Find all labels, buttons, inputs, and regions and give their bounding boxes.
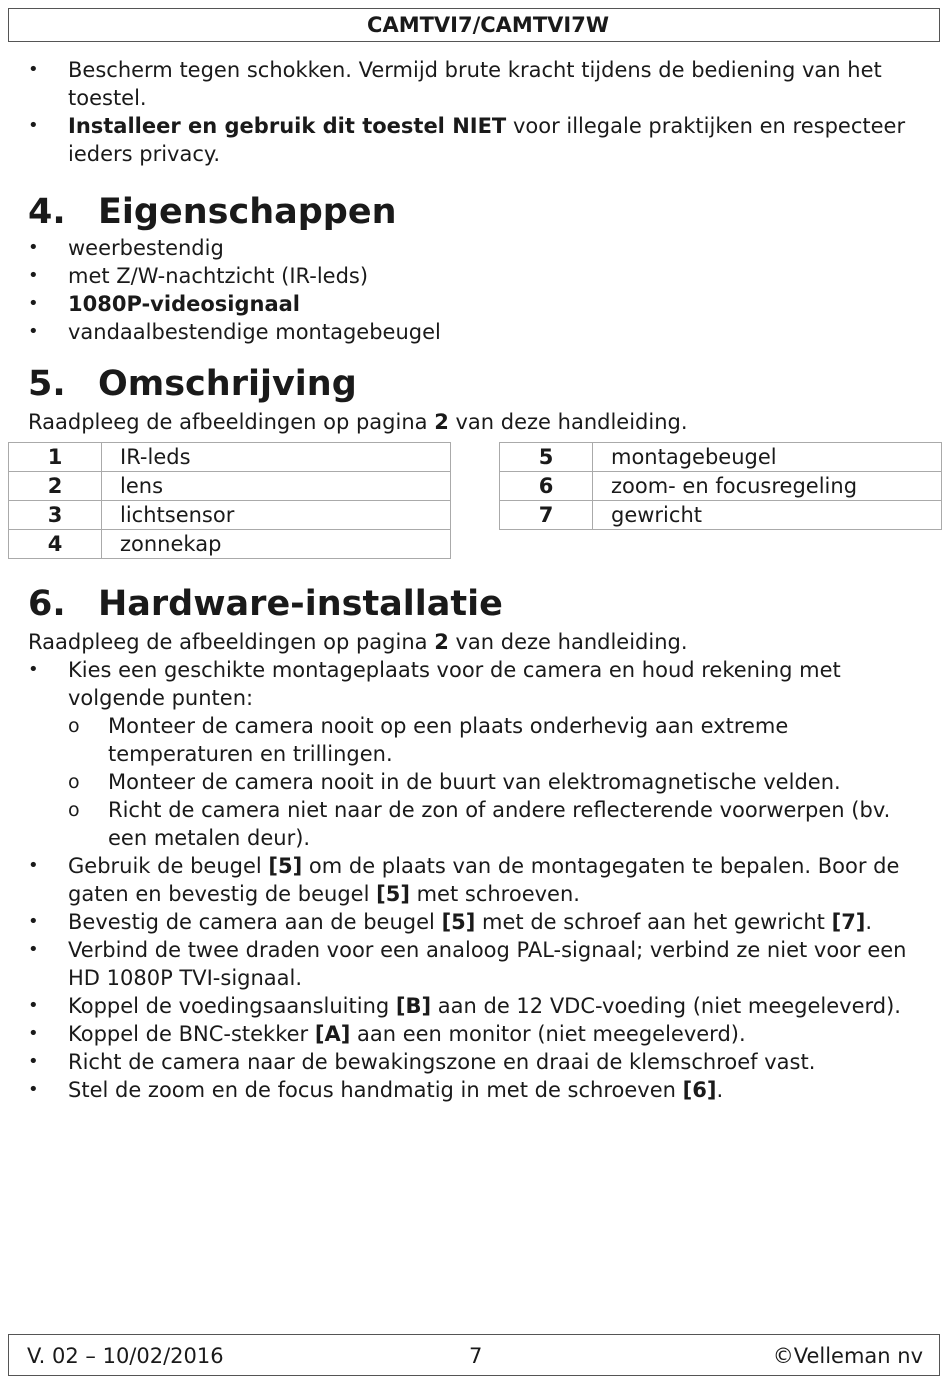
list-item: • Bescherm tegen schokken. Vermijd brute kracht tijdens de bediening van het toestel. (28, 56, 928, 112)
document-title: CAMTVI7/CAMTVI7W (367, 13, 609, 37)
list-item: • Bevestig de camera aan de beugel [5] met de schroef aan het gewricht [7]. (28, 908, 928, 936)
table-row: 5 montagebeugel (500, 443, 942, 472)
table-row: 2 lens (9, 472, 451, 501)
intro-list (28, 56, 928, 168)
list-item: • Koppel de BNC-stekker [A] aan een monitor (niet meegeleverd). (28, 1020, 928, 1048)
reference-note: Raadpleeg de afbeeldingen op pagina 2 van deze handleiding. (28, 630, 688, 654)
section-heading-installation: 6. Hardware-installatie (28, 584, 503, 624)
list-item: • 1080P-videosignaal (28, 290, 928, 318)
table-row: 4 zonnekap (9, 530, 451, 559)
list-item: • met Z/W-nachtzicht (IR-leds) (28, 262, 928, 290)
sub-list-item: o Monteer de camera nooit in de buurt van elektromagnetische velden. (68, 768, 928, 796)
sub-list-item: o Monteer de camera nooit op een plaats onderhevig aan extreme temperaturen en trillingen. (68, 712, 928, 768)
table-row: 1 IR-leds (9, 443, 451, 472)
list-item: • Installeer en gebruik dit toestel NIET voor illegale praktijken en respecteer ieders privacy. (28, 112, 928, 168)
sub-list (68, 712, 928, 852)
list-item: • Stel de zoom en de focus handmatig in met de schroeven [6]. (28, 1076, 928, 1104)
list-item: • Koppel de voedingsaansluiting [B] aan de 12 VDC-voeding (niet meegeleverd). (28, 992, 928, 1020)
page-header (8, 8, 940, 42)
list-item: • weerbestendig (28, 234, 928, 262)
list-item: • Verbind de twee draden voor een analoog PAL-signaal; verbind ze niet voor een HD 1080P TVI-signaal. (28, 936, 928, 992)
installation-steps (28, 656, 928, 1104)
parts-legend (28, 442, 928, 564)
table-row: 6 zoom- en focusregeling (500, 472, 942, 501)
version-date: V. 02 – 10/02/2016 (27, 1344, 224, 1368)
page-footer (8, 1334, 940, 1376)
table-row: 3 lichtsensor (9, 501, 451, 530)
section-heading-features: 4. Eigenschappen (28, 192, 397, 232)
section-heading-description: 5. Omschrijving (28, 364, 357, 404)
list-item: • Richt de camera naar de bewakingszone en draai de klemschroef vast. (28, 1048, 928, 1076)
sub-list-item: o Richt de camera niet naar de zon of andere reflecterende voorwerpen (bv. een metalen deur). (68, 796, 928, 852)
legend-table-right (499, 442, 942, 530)
table-row: 7 gewricht (500, 501, 942, 530)
features-list (28, 234, 928, 346)
page-number: 7 (469, 1344, 483, 1368)
list-item: • Kies een geschikte montageplaats voor de camera en houd rekening met volgende punten: o Monteer de camera nooit op een plaats onderhevig aan extreme temperaturen en trillingen. o Monteer de camera nooit in de buurt van elektromagnetische velden. o Richt de camera niet naar de zon of andere reflecterende voorwerpen (bv. een metalen deur). (28, 656, 928, 852)
reference-note: Raadpleeg de afbeeldingen op pagina 2 van deze handleiding. (28, 410, 688, 434)
list-item: • Gebruik de beugel [5] om de plaats van de montagegaten te bepalen. Boor de gaten en bevestig de beugel [5] met schroeven. (28, 852, 928, 908)
list-item: • vandaalbestendige montagebeugel (28, 318, 928, 346)
legend-table-left (8, 442, 451, 559)
page-content (28, 56, 928, 1104)
copyright: ©Velleman nv (772, 1344, 923, 1368)
